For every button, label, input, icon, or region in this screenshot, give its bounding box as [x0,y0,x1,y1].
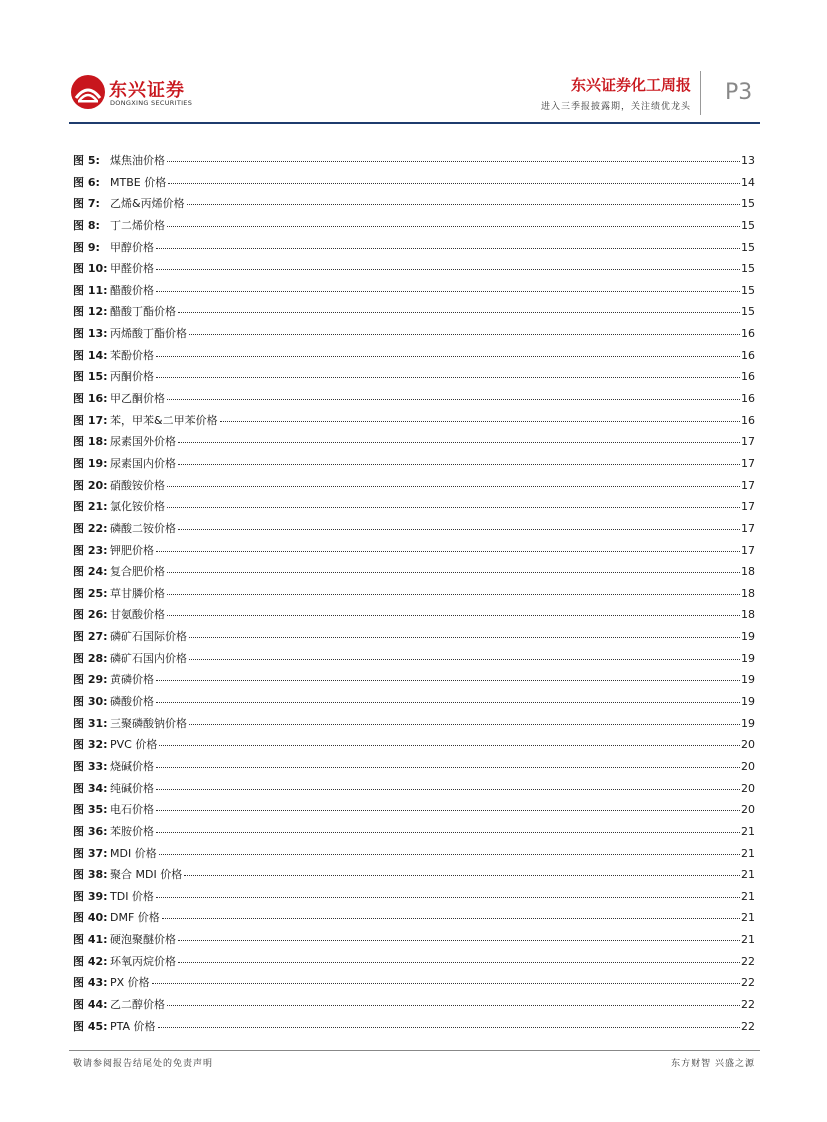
toc-figure-label: 图 39: [73,889,108,903]
toc-figure-label: 图 45: [73,1019,108,1033]
toc-dot-leader [159,854,740,855]
toc-page-number: 20 [741,781,755,795]
toc-figure-label: 图 27: [73,630,108,644]
toc-figure-title: 三聚磷酸钠价格 [110,716,187,730]
toc-dot-leader [156,291,740,292]
figure-index-list [73,152,755,1039]
toc-figure-title: MTBE 价格 [110,175,167,189]
toc-figure-title: DMF 价格 [110,911,160,925]
toc-entry[interactable] [73,217,755,239]
footer-disclaimer-note: 敬请参阅报告结尾处的免责声明 [73,1059,214,1069]
toc-page-number: 16 [741,327,755,341]
toc-entry[interactable] [73,909,755,931]
toc-figure-label: 图 14: [73,348,108,362]
toc-page-number: 21 [741,911,755,925]
toc-figure-label: 图 28: [73,651,108,665]
toc-figure-title: 苯，甲苯&二甲苯价格 [110,413,218,427]
toc-page-number: 13 [741,154,755,167]
toc-page-number: 22 [741,997,755,1011]
toc-figure-label: 图 33: [73,759,108,773]
toc-figure-label: 图 24: [73,565,108,579]
toc-page-number: 19 [741,716,755,730]
toc-page-number: 15 [741,218,755,232]
toc-dot-leader [178,312,740,313]
toc-page-number: 20 [741,738,755,752]
toc-entry[interactable] [73,282,755,304]
toc-entry[interactable] [73,974,755,996]
toc-figure-title: PX 价格 [110,976,150,990]
toc-figure-title: 磷矿石国内价格 [110,651,187,665]
toc-figure-label: 图 21: [73,500,108,514]
toc-figure-label: 图 41: [73,933,108,947]
toc-dot-leader [167,161,740,162]
toc-figure-title: 甲乙酮价格 [110,392,165,406]
toc-page-number: 22 [741,976,755,990]
toc-page-number: 21 [741,868,755,882]
toc-dot-leader [156,680,740,681]
toc-entry[interactable] [73,628,755,650]
toc-dot-leader [156,551,740,552]
toc-figure-title: PTA 价格 [110,1019,156,1033]
toc-entry[interactable] [73,412,755,434]
toc-figure-label: 图 6: [73,175,100,189]
toc-figure-title: 磷酸价格 [110,695,154,709]
toc-entry[interactable] [73,239,755,261]
logo-chinese-name: 东兴证券 [109,80,185,101]
toc-figure-title: 电石价格 [110,803,154,817]
toc-dot-leader [162,918,740,919]
toc-page-number: 16 [741,392,755,406]
toc-entry[interactable] [73,174,755,196]
toc-dot-leader [158,1027,740,1028]
toc-figure-label: 图 10: [73,262,108,276]
report-subtitle: 进入三季报披露期，关注绩优龙头 [540,102,691,112]
toc-entry[interactable] [73,563,755,585]
toc-figure-label: 图 11: [73,283,108,297]
toc-figure-label: 图 19: [73,456,108,470]
toc-dot-leader [156,356,740,357]
toc-entry[interactable] [73,736,755,758]
toc-dot-leader [178,442,740,443]
toc-page-number: 15 [741,262,755,276]
toc-figure-title: 烧碱价格 [110,759,154,773]
toc-entry[interactable] [73,1018,755,1040]
toc-entry[interactable] [73,715,755,737]
toc-figure-title: 甲醇价格 [110,240,154,254]
dongxing-logo-icon [70,74,106,110]
toc-entry[interactable] [73,845,755,867]
toc-figure-label: 图 38: [73,868,108,882]
toc-figure-title: 尿素国外价格 [110,435,176,449]
toc-page-number: 18 [741,586,755,600]
toc-dot-leader [156,789,740,790]
toc-figure-label: 图 8: [73,218,100,232]
toc-entry[interactable] [73,801,755,823]
toc-figure-title: 黄磷价格 [110,673,154,687]
toc-page-number: 22 [741,954,755,968]
toc-page-number: 17 [741,456,755,470]
toc-figure-label: 图 32: [73,738,108,752]
toc-figure-title: MDI 价格 [110,846,157,860]
toc-entry[interactable] [73,498,755,520]
toc-figure-title: 复合肥价格 [110,565,165,579]
toc-page-number: 18 [741,608,755,622]
toc-figure-label: 图 25: [73,586,108,600]
toc-dot-leader [184,875,740,876]
toc-page-number: 19 [741,695,755,709]
toc-dot-leader [156,767,740,768]
toc-figure-label: 图 18: [73,435,108,449]
page-header [0,0,827,130]
toc-figure-title: 纯碱价格 [110,781,154,795]
toc-figure-label: 图 13: [73,327,108,341]
toc-figure-label: 图 29: [73,673,108,687]
toc-dot-leader [156,832,740,833]
toc-page-number: 20 [741,759,755,773]
toc-figure-title: 乙烯&丙烯价格 [110,197,185,211]
footer-rule [69,1050,760,1051]
toc-figure-title: 甘氨酸价格 [110,608,165,622]
toc-entry[interactable] [73,368,755,390]
toc-figure-label: 图 12: [73,305,108,319]
toc-dot-leader [178,464,740,465]
toc-page-number: 16 [741,348,755,362]
toc-dot-leader [167,572,740,573]
toc-figure-label: 图 30: [73,695,108,709]
toc-figure-title: PVC 价格 [110,738,158,752]
toc-page-number: 17 [741,521,755,535]
toc-entry[interactable] [73,195,755,217]
toc-page-number: 19 [741,630,755,644]
toc-dot-leader [178,962,740,963]
toc-figure-label: 图 36: [73,824,108,838]
toc-figure-title: 聚合 MDI 价格 [110,868,183,882]
toc-entry[interactable] [73,325,755,347]
toc-dot-leader [167,615,740,616]
toc-page-number: 14 [741,175,755,189]
toc-dot-leader [167,399,740,400]
logo-english-name: DONGXING SECURITIES [110,99,193,107]
toc-dot-leader [189,334,740,335]
toc-page-number: 15 [741,283,755,297]
toc-figure-label: 图 20: [73,478,108,492]
toc-entry[interactable] [73,888,755,910]
toc-page-number: 16 [741,413,755,427]
toc-entry[interactable] [73,303,755,325]
header-divider [700,71,701,115]
toc-page-number: 20 [741,803,755,817]
toc-figure-label: 图 31: [73,716,108,730]
page-number: P3 [725,80,753,105]
toc-figure-title: 氯化铵价格 [110,500,165,514]
toc-page-number: 15 [741,197,755,211]
toc-entry[interactable] [73,585,755,607]
toc-figure-title: 丙烯酸丁酯价格 [110,327,187,341]
toc-page-number: 17 [741,435,755,449]
toc-figure-label: 图 17: [73,413,108,427]
toc-figure-title: 煤焦油价格 [110,154,165,167]
toc-page-number: 18 [741,565,755,579]
toc-entry[interactable] [73,433,755,455]
toc-dot-leader [159,745,740,746]
toc-figure-label: 图 26: [73,608,108,622]
toc-figure-label: 图 15: [73,370,108,384]
toc-dot-leader [167,486,740,487]
toc-figure-label: 图 44: [73,997,108,1011]
toc-page-number: 22 [741,1019,755,1033]
toc-dot-leader [156,269,740,270]
toc-dot-leader [156,377,740,378]
toc-figure-title: 磷酸二铵价格 [110,521,176,535]
toc-entry[interactable] [73,455,755,477]
toc-figure-title: 醋酸丁酯价格 [110,305,176,319]
toc-figure-label: 图 23: [73,543,108,557]
toc-entry[interactable] [73,693,755,715]
toc-entry[interactable] [73,953,755,975]
toc-dot-leader [220,421,740,422]
toc-page-number: 21 [741,933,755,947]
toc-figure-title: 尿素国内价格 [110,456,176,470]
toc-dot-leader [167,1005,740,1006]
toc-figure-title: 苯胺价格 [110,824,154,838]
toc-page-number: 16 [741,370,755,384]
toc-page-number: 15 [741,240,755,254]
toc-entry[interactable] [73,520,755,542]
toc-figure-label: 图 5: [73,154,100,167]
toc-figure-title: TDI 价格 [110,889,154,903]
toc-figure-label: 图 34: [73,781,108,795]
toc-page-number: 19 [741,673,755,687]
toc-page-number: 17 [741,500,755,514]
toc-dot-leader [152,983,740,984]
toc-figure-label: 图 42: [73,954,108,968]
toc-entry[interactable] [73,996,755,1018]
toc-figure-title: 醋酸价格 [110,283,154,297]
toc-figure-title: 硝酸铵价格 [110,478,165,492]
toc-figure-title: 苯酚价格 [110,348,154,362]
toc-figure-label: 图 22: [73,521,108,535]
toc-figure-title: 草甘膦价格 [110,586,165,600]
footer-slogan: 东方财智 兴盛之源 [671,1059,755,1069]
toc-page-number: 21 [741,889,755,903]
toc-page-number: 17 [741,543,755,557]
toc-dot-leader [156,810,740,811]
toc-figure-title: 硬泡聚醚价格 [110,933,176,947]
toc-page-number: 21 [741,824,755,838]
company-logo [70,72,200,112]
toc-figure-label: 图 43: [73,976,108,990]
toc-page-number: 15 [741,305,755,319]
toc-dot-leader [187,204,740,205]
toc-entry[interactable] [73,390,755,412]
toc-dot-leader [156,248,740,249]
toc-figure-title: 甲醛价格 [110,262,154,276]
toc-entry[interactable] [73,650,755,672]
toc-page-number: 21 [741,846,755,860]
toc-figure-label: 图 40: [73,911,108,925]
toc-figure-title: 钾肥价格 [110,543,154,557]
toc-entry[interactable] [73,542,755,564]
toc-dot-leader [168,183,740,184]
toc-figure-label: 图 7: [73,197,100,211]
toc-entry[interactable] [73,347,755,369]
toc-page-number: 19 [741,651,755,665]
toc-dot-leader [189,724,740,725]
toc-figure-label: 图 35: [73,803,108,817]
toc-entry[interactable] [73,758,755,780]
toc-dot-leader [167,226,740,227]
toc-figure-title: 丙酮价格 [110,370,154,384]
toc-dot-leader [189,637,740,638]
toc-figure-title: 磷矿石国际价格 [110,630,187,644]
toc-entry[interactable] [73,866,755,888]
toc-figure-label: 图 9: [73,240,100,254]
toc-entry[interactable] [73,671,755,693]
toc-dot-leader [156,897,740,898]
toc-figure-label: 图 16: [73,392,108,406]
report-title: 东兴证券化工周报 [570,76,691,94]
toc-page-number: 17 [741,478,755,492]
toc-entry[interactable] [73,931,755,953]
header-rule [69,122,760,124]
toc-entry[interactable] [73,780,755,802]
toc-dot-leader [178,529,740,530]
toc-entry[interactable] [73,152,755,174]
toc-dot-leader [167,594,740,595]
toc-entry[interactable] [73,606,755,628]
toc-entry[interactable] [73,477,755,499]
toc-figure-title: 环氧丙烷价格 [110,954,176,968]
toc-figure-title: 乙二醇价格 [110,997,165,1011]
toc-figure-title: 丁二烯价格 [110,218,165,232]
toc-entry[interactable] [73,823,755,845]
toc-dot-leader [189,659,740,660]
toc-dot-leader [156,702,740,703]
toc-dot-leader [167,507,740,508]
toc-dot-leader [178,940,740,941]
toc-figure-label: 图 37: [73,846,108,860]
toc-entry[interactable] [73,260,755,282]
